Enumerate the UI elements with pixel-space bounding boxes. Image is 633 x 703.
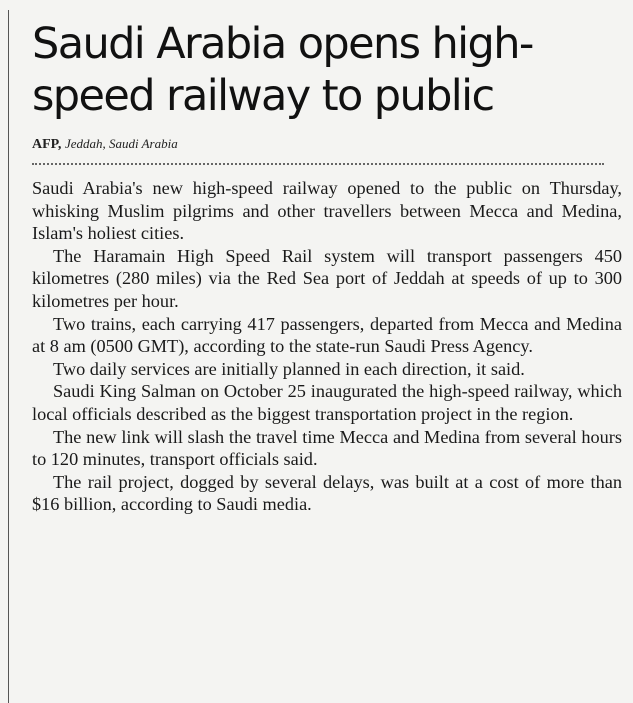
dateline	[32, 136, 622, 153]
paragraph-1: Saudi Arabia's new high-speed railway opened to the public on Thursday, whisking Muslim pilgrims and other travellers between Mecca and Medina, Islam's holiest cities.	[32, 178, 622, 244]
paragraph-6: The new link will slash the travel time Mecca and Medina from several hours to 120 minutes, transport officials said.	[32, 426, 622, 470]
paragraph-7: The rail project, dogged by several delays, was built at a cost of more than $16 billion, according to Saudi media.	[32, 471, 622, 515]
paragraph-2: The Haramain High Speed Rail system will transport passengers 450 kilometres (280 miles) via the Red Sea port of Jeddah at speeds of up to 300 kilometres per hour.	[32, 245, 622, 311]
paragraph-5: Saudi King Salman on October 25 inaugurated the high-speed railway, which local officials described as the biggest transportation project in the region.	[32, 381, 622, 424]
headline: Saudi Arabia opens high-speed railway to public	[32, 19, 533, 121]
article-body	[32, 177, 622, 516]
paragraph-4: Two daily services are initially planned in each direction, it said.	[53, 358, 525, 379]
news-article	[32, 18, 622, 516]
dateline-place: Jeddah, Saudi Arabia	[64, 136, 178, 151]
dotted-divider	[32, 163, 604, 165]
dateline-agency: AFP,	[32, 137, 62, 152]
column-rule	[8, 10, 9, 703]
paragraph-3: Two trains, each carrying 417 passengers, departed from Mecca and Medina at 8 am (0500 GMT), according to the state-run Saudi Press Agency.	[32, 313, 622, 357]
